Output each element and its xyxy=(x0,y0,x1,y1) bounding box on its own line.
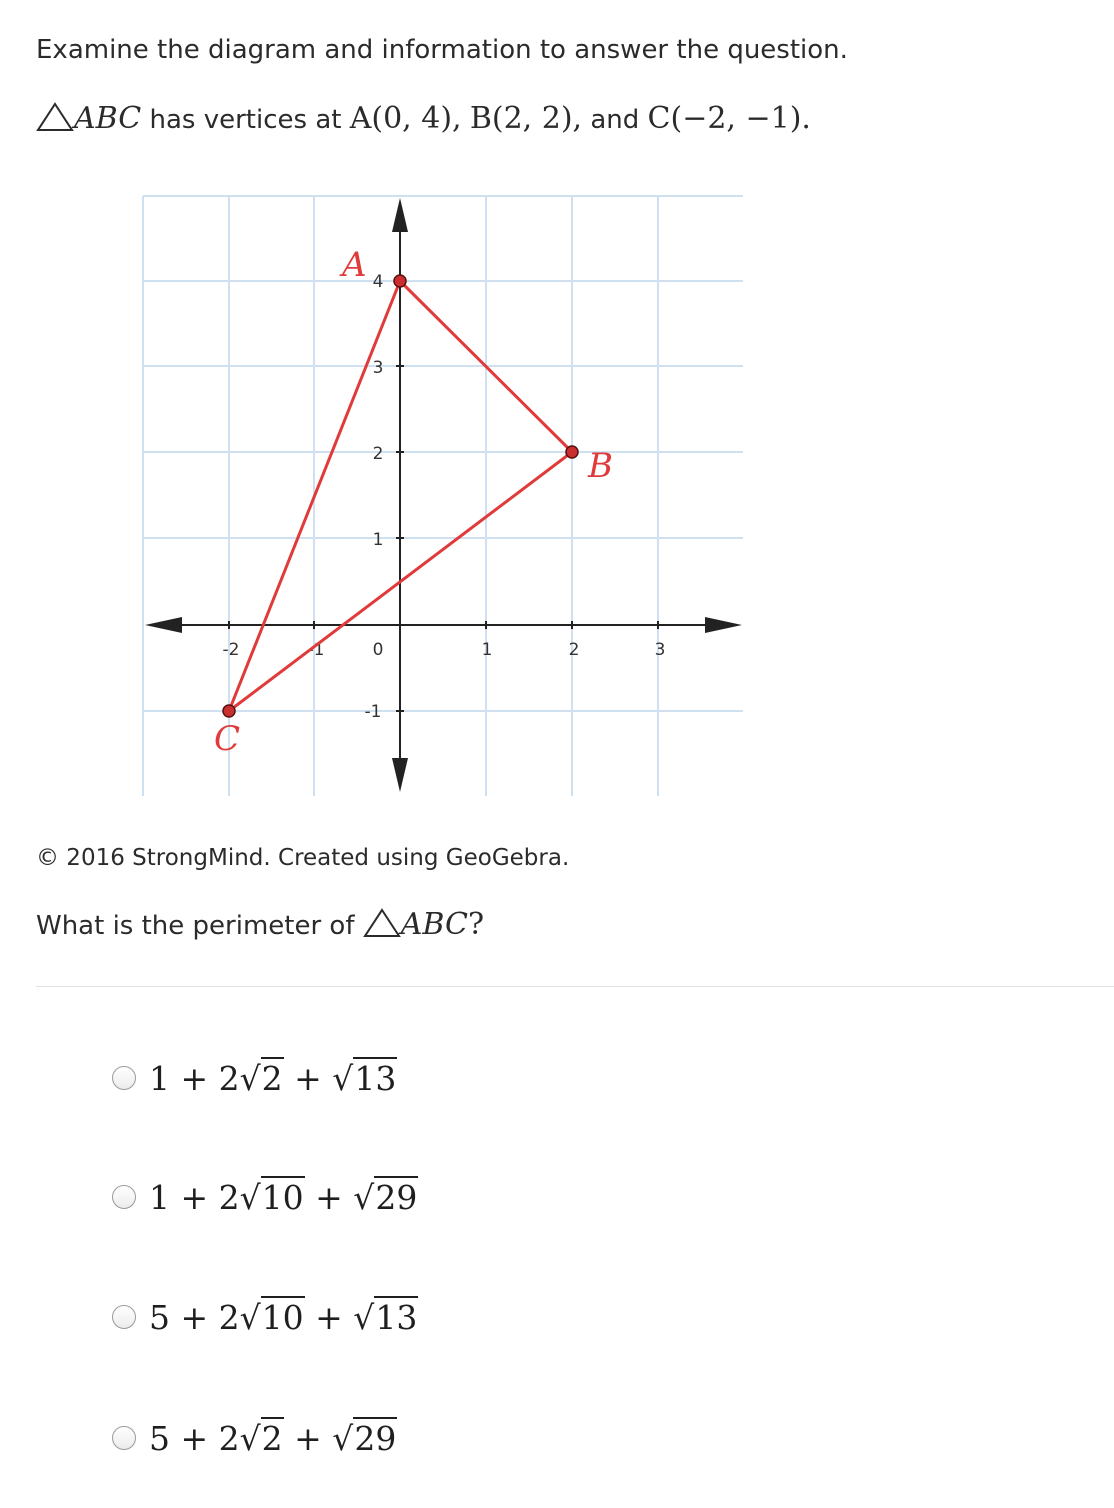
x-tick-label-0: 0 xyxy=(372,640,384,660)
y-tick-label-3: 3 xyxy=(372,358,384,378)
radicand: 29 xyxy=(354,1418,397,1458)
vertex-c-coordinate: C(−2, −1). xyxy=(647,101,811,136)
radicand: 2 xyxy=(261,1418,283,1458)
section-divider xyxy=(36,986,1114,987)
y-axis-down-arrow-icon xyxy=(392,758,408,792)
vertex-b-coordinate: B(2, 2), xyxy=(469,101,583,136)
answer-lead: 5 + 2 xyxy=(149,1418,240,1458)
figure-credit: © 2016 StrongMind. Created using GeoGebra. xyxy=(36,845,570,871)
x-tick-label-2: 2 xyxy=(568,640,580,660)
square-root xyxy=(353,1298,418,1337)
radical-icon: √ xyxy=(239,1058,261,1098)
square-root xyxy=(240,1178,305,1217)
triangle-icon xyxy=(363,907,401,939)
radicand: 10 xyxy=(261,1177,304,1217)
question-suffix: ? xyxy=(468,907,485,942)
square-root xyxy=(332,1419,397,1458)
question-triangle-name: ABC xyxy=(400,907,468,942)
vertex-a-point xyxy=(394,275,406,287)
answer-lead: 1 + 2 xyxy=(149,1177,240,1217)
radical-icon: √ xyxy=(239,1177,261,1217)
radical-icon: √ xyxy=(353,1177,375,1217)
triangle-name: ABC xyxy=(74,101,142,136)
vertex-b-point xyxy=(566,446,578,458)
radical-icon: √ xyxy=(239,1297,261,1337)
given-and: and xyxy=(590,105,640,135)
answer-plus: + xyxy=(283,1418,333,1458)
vertex-c-label: C xyxy=(214,719,241,759)
question-text xyxy=(36,905,484,946)
square-root xyxy=(332,1059,397,1098)
y-tick-label-neg-1: -1 xyxy=(364,702,382,722)
answer-text-4 xyxy=(149,1419,397,1458)
triangle-icon xyxy=(36,101,74,133)
question-prefix: What is the perimeter of xyxy=(36,911,355,941)
answer-text-2 xyxy=(149,1178,418,1217)
radio-icon[interactable] xyxy=(112,1426,136,1450)
radicand: 2 xyxy=(261,1058,283,1098)
radical-icon: √ xyxy=(239,1418,261,1458)
x-tick-label-3: 3 xyxy=(654,640,666,660)
answer-plus: + xyxy=(283,1058,333,1098)
vertex-a-label: A xyxy=(342,245,367,285)
radicand: 13 xyxy=(354,1058,397,1098)
vertex-a-coordinate: A(0, 4), xyxy=(349,101,462,136)
answer-choice-4[interactable] xyxy=(112,1416,397,1460)
radio-icon[interactable] xyxy=(112,1305,136,1329)
x-axis-left-arrow-icon xyxy=(145,617,182,633)
radio-icon[interactable] xyxy=(112,1185,136,1209)
given-connector: has vertices at xyxy=(149,105,342,135)
radicand: 10 xyxy=(261,1297,304,1337)
horizontal-grid-lines xyxy=(143,196,743,711)
answer-text-3 xyxy=(149,1298,418,1337)
y-tick-label-2: 2 xyxy=(372,444,384,464)
coordinate-plane xyxy=(140,190,750,800)
square-root xyxy=(240,1059,284,1098)
vertex-c-point xyxy=(223,705,235,717)
square-root xyxy=(240,1419,284,1458)
answer-choice-2[interactable] xyxy=(112,1175,418,1219)
radicand: 13 xyxy=(375,1297,418,1337)
x-tick-label-neg-1: -1 xyxy=(307,640,325,660)
radical-icon: √ xyxy=(332,1058,354,1098)
prompt-text: Examine the diagram and information to answer the question. xyxy=(36,35,848,65)
coordinate-figure xyxy=(140,190,750,800)
radio-icon[interactable] xyxy=(112,1066,136,1090)
answer-text-1 xyxy=(149,1059,397,1098)
answer-lead: 5 + 2 xyxy=(149,1297,240,1337)
answer-choice-1[interactable] xyxy=(112,1056,397,1100)
answer-lead: 1 + 2 xyxy=(149,1058,240,1098)
answer-choice-3[interactable] xyxy=(112,1295,418,1339)
square-root xyxy=(240,1298,305,1337)
y-axis-up-arrow-icon xyxy=(392,198,408,232)
y-tick-label-4: 4 xyxy=(372,272,384,292)
square-root xyxy=(353,1178,418,1217)
x-tick-label-neg-2: -2 xyxy=(222,640,240,660)
radical-icon: √ xyxy=(353,1297,375,1337)
radical-icon: √ xyxy=(332,1418,354,1458)
radicand: 29 xyxy=(375,1177,418,1217)
given-information xyxy=(36,99,811,140)
x-tick-label-1: 1 xyxy=(481,640,493,660)
x-axis-right-arrow-icon xyxy=(705,617,742,633)
y-tick-label-1: 1 xyxy=(372,530,384,550)
answer-plus: + xyxy=(304,1297,354,1337)
vertex-b-label: B xyxy=(588,446,613,486)
answer-plus: + xyxy=(304,1177,354,1217)
